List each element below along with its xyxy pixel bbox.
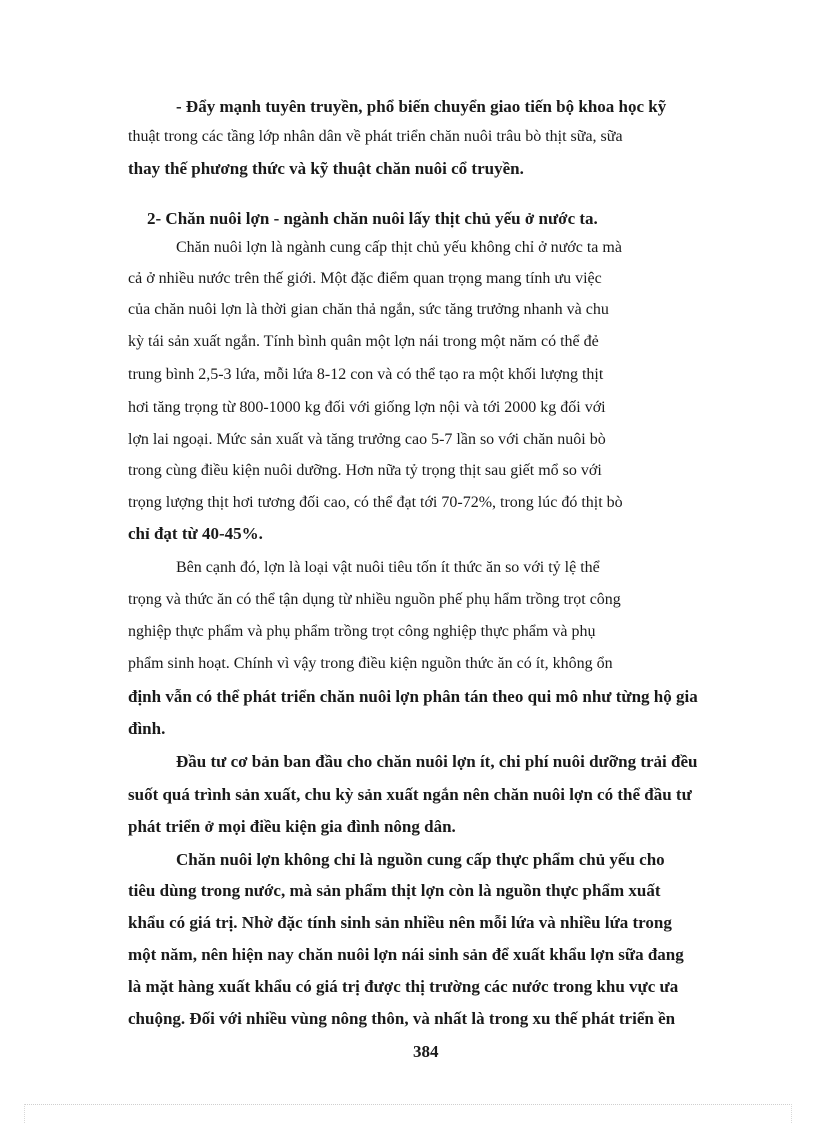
section-heading: 2- Chăn nuôi lợn - ngành chăn nuôi lấy thịt chủ yếu ở nước ta.: [147, 209, 598, 228]
text-line-9: trung bình 2,5-3 lứa, mỗi lứa 8-12 con và có thể tạo ra một khối lượng thịt: [128, 366, 604, 383]
text-line-3: thay thế phương thức và kỹ thuật chăn nuôi cổ truyền.: [128, 159, 524, 178]
text-line-6: cả ở nhiều nước trên thế giới. Một đặc điểm quan trọng mang tính ưu việc: [128, 270, 602, 287]
text-line-26: khẩu có giá trị. Nhờ đặc tính sinh sản nhiều nên mỗi lứa và nhiều lứa trong: [128, 913, 672, 932]
text-line-28: là mặt hàng xuất khẩu có giá trị được thị trường các nước trong khu vực ưa: [128, 977, 679, 996]
text-line-22: suốt quá trình sản xuất, chu kỳ sản xuất ngắn nên chăn nuôi lợn có thể đầu tư: [128, 785, 692, 804]
text-line-27: một năm, nên hiện nay chăn nuôi lợn nái sinh sản để xuất khẩu lợn sữa đang: [128, 945, 684, 964]
text-line-19: định vẫn có thể phát triển chăn nuôi lợn phân tán theo qui mô như từng hộ gia: [128, 687, 698, 706]
text-line-25: tiêu dùng trong nước, mà sản phẩm thịt lợn còn là nguồn thực phẩm xuất: [128, 881, 661, 900]
page-number: 384: [413, 1042, 439, 1061]
text-line-12: trong cùng điều kiện nuôi dưỡng. Hơn nữa tỷ trọng thịt sau giết mổ so với: [128, 462, 602, 479]
text-line-16: trọng và thức ăn có thể tận dụng từ nhiều nguồn phế phụ hẩm trồng trọt công: [128, 591, 621, 608]
text-line-8: kỳ tái sản xuất ngắn. Tính bình quân một lợn nái trong một năm có thể đẻ: [128, 333, 599, 350]
text-line-7: của chăn nuôi lợn là thời gian chăn thả ngắn, sức tăng trưởng nhanh và chu: [128, 301, 609, 318]
text-line-15: Bên cạnh đó, lợn là loại vật nuôi tiêu tốn ít thức ăn so với tỷ lệ thể: [176, 559, 600, 576]
text-line-13: trọng lượng thịt hơi tương đối cao, có thể đạt tới 70-72%, trong lúc đó thịt bò: [128, 494, 623, 511]
text-line-29: chuộng. Đối với nhiều vùng nông thôn, và nhất là trong xu thế phát triển ền: [128, 1009, 676, 1028]
text-line-17: nghiệp thực phẩm và phụ phẩm trồng trọt công nghiệp thực phẩm và phụ: [128, 623, 596, 640]
text-line-14: chỉ đạt từ 40-45%.: [128, 524, 263, 543]
text-line-11: lợn lai ngoại. Mức sản xuất và tăng trưởng cao 5-7 lần so với chăn nuôi bò: [128, 431, 606, 448]
text-line-5: Chăn nuôi lợn là ngành cung cấp thịt chủ yếu không chỉ ở nước ta mà: [176, 239, 622, 256]
text-line-23: phát triển ở mọi điều kiện gia đình nông dân.: [128, 817, 456, 836]
text-line-18: phẩm sinh hoạt. Chính vì vậy trong điều kiện nguồn thức ăn có ít, không ổn: [128, 655, 613, 672]
text-line-2: thuật trong các tầng lớp nhân dân về phát triển chăn nuôi trâu bò thịt sữa, sữa: [128, 128, 623, 145]
page-border: [24, 1104, 792, 1123]
text-line-24: Chăn nuôi lợn không chỉ là nguồn cung cấp thực phẩm chủ yếu cho: [176, 850, 665, 869]
text-line-20: đình.: [128, 719, 166, 738]
text-line-21: Đầu tư cơ bản ban đầu cho chăn nuôi lợn ít, chi phí nuôi dưỡng trải đều: [176, 752, 698, 771]
text-line-10: hơi tăng trọng từ 800-1000 kg đối với giống lợn nội và tới 2000 kg đối với: [128, 399, 606, 416]
text-line-1: - Đẩy mạnh tuyên truyền, phổ biến chuyển giao tiến bộ khoa học kỹ: [176, 97, 667, 116]
